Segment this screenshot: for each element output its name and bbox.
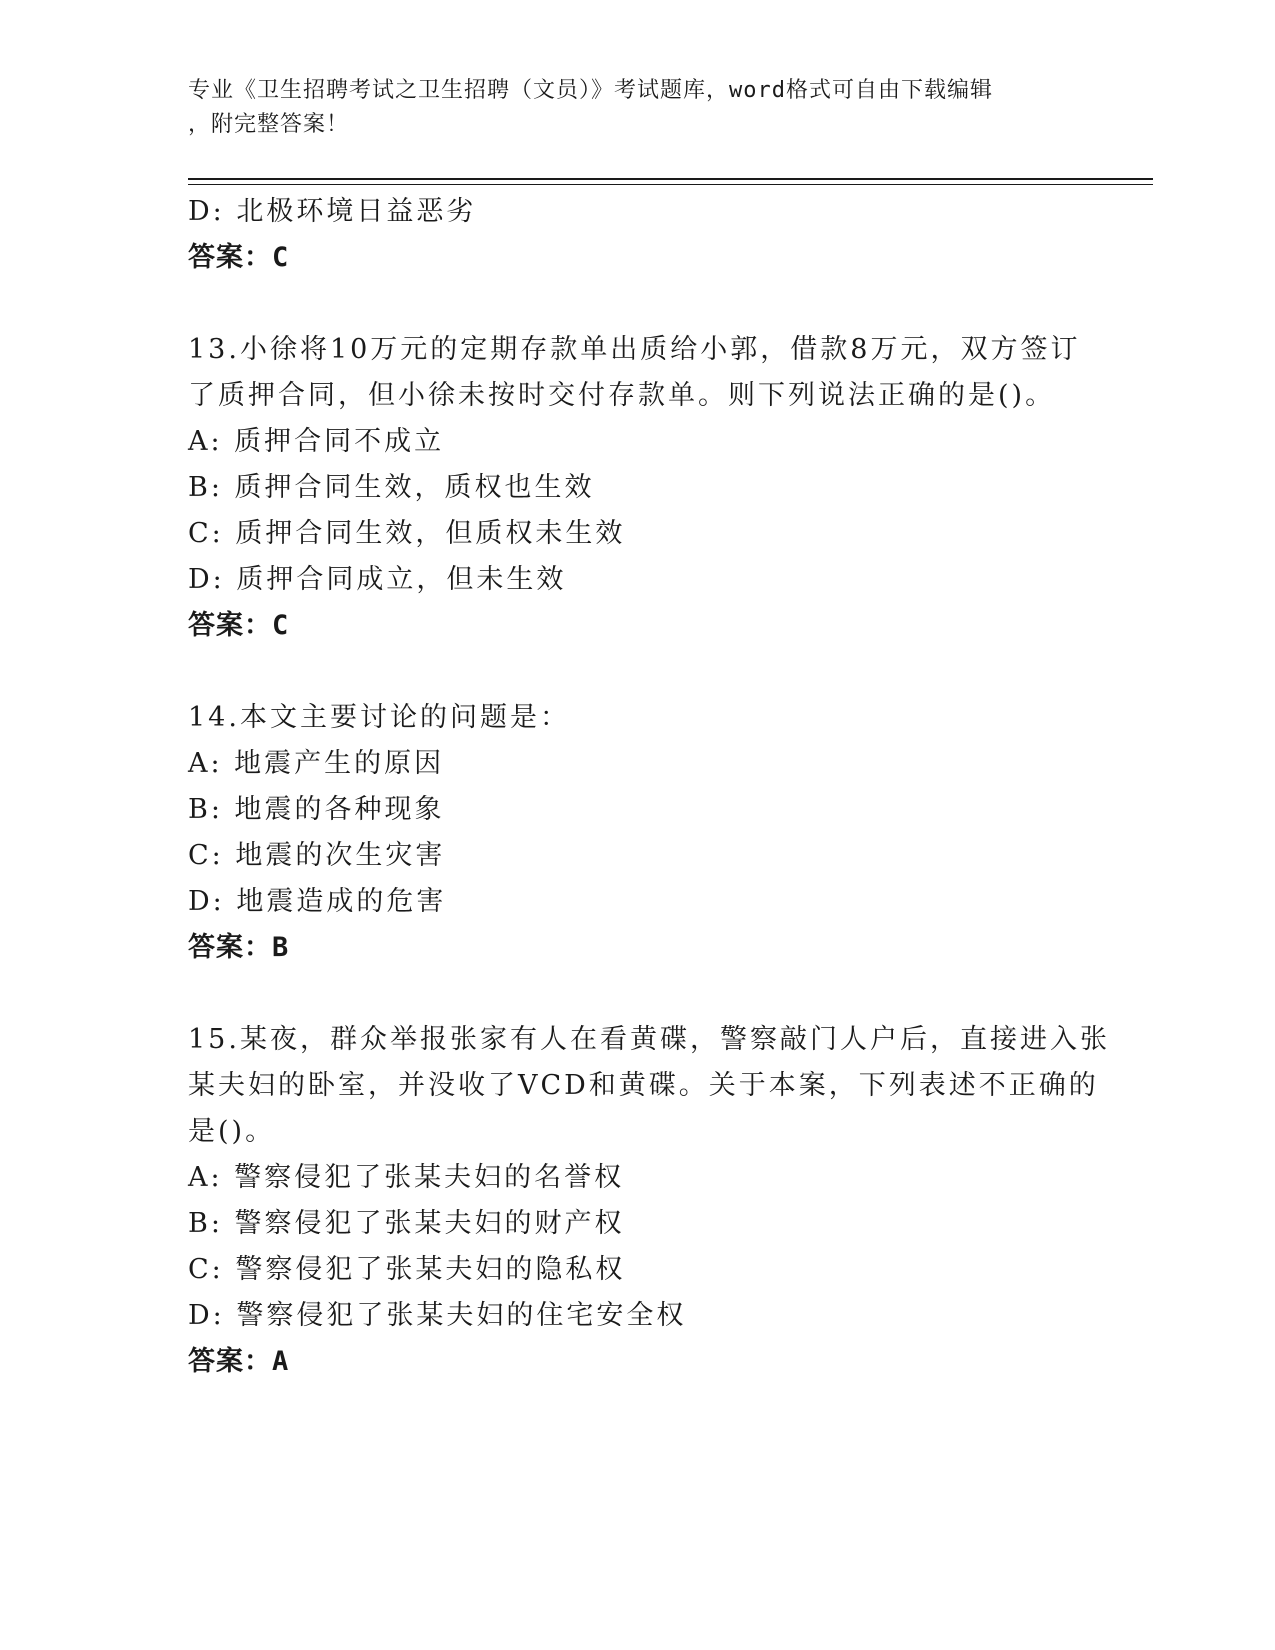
option-a: A: 质押合同不成立 <box>188 426 445 457</box>
option-a: A: 警察侵犯了张某夫妇的名誉权 <box>188 1162 625 1193</box>
option-c: C: 地震的次生灾害 <box>188 840 446 871</box>
answer: 答案：C <box>188 610 290 641</box>
spacer <box>188 281 1088 327</box>
question-stem-line: 某夫妇的卧室，并没收了VCD和黄碟。关于本案，下列表述不正确的 <box>188 1070 1099 1101</box>
header-divider-thin <box>188 184 1153 185</box>
question-stem-line: 了质押合同，但小徐未按时交付存款单。则下列说法正确的是()。 <box>188 380 1056 411</box>
question-stem-line: 13.小徐将10万元的定期存款单出质给小郭，借款8万元，双方签订 <box>188 334 1081 365</box>
answer: 答案：A <box>188 1346 290 1377</box>
option-a: A: 地震产生的原因 <box>188 748 445 779</box>
document-body <box>188 189 1110 1385</box>
question-13 <box>188 327 1088 649</box>
option-c: C: 质押合同生效，但质权未生效 <box>188 518 626 549</box>
question-15 <box>188 1017 1110 1385</box>
header-line-2: ，附完整答案！ <box>188 112 350 137</box>
prev-answer: 答案：C <box>188 242 290 273</box>
question-stem-line: 14.本文主要讨论的问题是： <box>188 702 570 733</box>
prev-option-d: D: 北极环境日益恶劣 <box>188 196 477 227</box>
question-stem-line: 是()。 <box>188 1116 276 1147</box>
option-b: B: 警察侵犯了张某夫妇的财产权 <box>188 1208 625 1239</box>
option-b: B: 地震的各种现象 <box>188 794 445 825</box>
option-d: D: 地震造成的危害 <box>188 886 447 917</box>
option-b: B: 质押合同生效，质权也生效 <box>188 472 595 503</box>
option-c: C: 警察侵犯了张某夫妇的隐私权 <box>188 1254 626 1285</box>
header-divider-thick <box>188 178 1153 180</box>
document-header <box>188 74 1088 142</box>
spacer <box>188 649 1088 695</box>
question-14 <box>188 695 1088 971</box>
answer: 答案：B <box>188 932 290 963</box>
spacer <box>188 971 1088 1017</box>
question-stem-line: 15.某夜，群众举报张家有人在看黄碟，警察敲门人户后，直接进入张 <box>188 1024 1110 1055</box>
option-d: D: 警察侵犯了张某夫妇的住宅安全权 <box>188 1300 687 1331</box>
header-line-1: 专业《卫生招聘考试之卫生招聘（文员）》考试题库，word格式可自由下载编辑 <box>188 78 993 103</box>
option-d: D: 质押合同成立，但未生效 <box>188 564 567 595</box>
